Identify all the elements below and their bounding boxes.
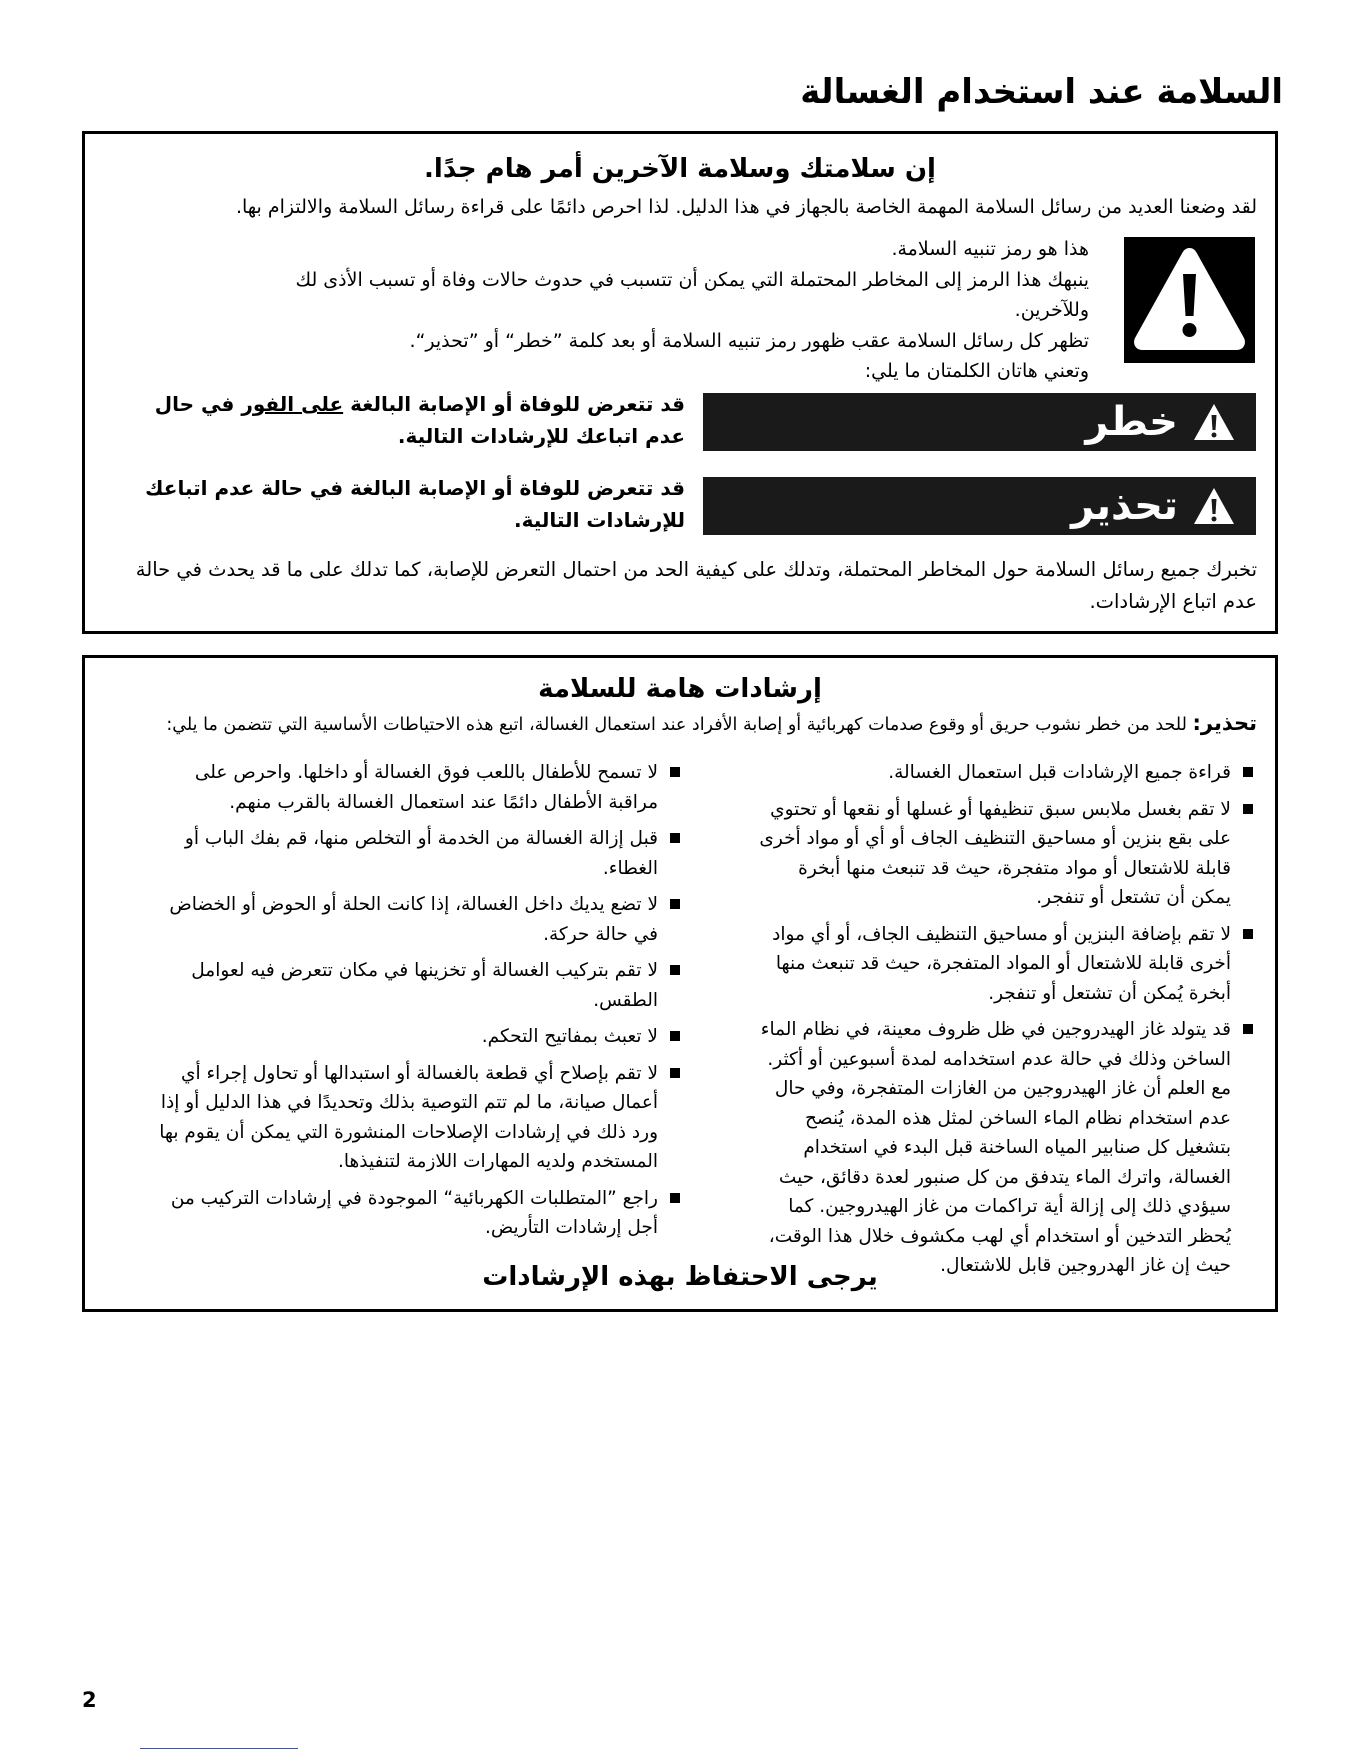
bullet-square-icon	[670, 965, 680, 975]
save-instructions-footer: يرجى الاحتفاظ بهذه الإرشادات	[482, 1262, 878, 1292]
list-item-text: قد يتولد غاز الهيدروجين في ظل ظروف معينة، في نظام الماء الساخن وذلك في حالة عدم استخدامه لمدة أسبوعين أو أكثر. مع العلم أن غاز الهيدروجين من الغازات المتفجرة، وفي حال عدم استخدام نظام الماء الساخن لمثل هذه المدة، يُنصح بتشغيل كل صنابير المياه الساخنة قبل البدء في استخدام الغسالة، واترك الماء يتدفق من كل صنبور لعدة دقائق، حيث سيؤدي ذلك إلى إزالة أية تراكمات من غاز الهيدروجين. كما يُحظر التدخين أو استخدام أي لهب مكشوف خلال هذا الوقت، حيث إن غاز الهدروجين قابل للاشتعال.	[760, 1019, 1231, 1276]
symbol-line: هذا هو رمز تنبيه السلامة.	[891, 238, 1089, 260]
safety-instructions-box	[82, 655, 1278, 1312]
list-item	[145, 1022, 680, 1052]
warning-label: تحذير:	[1192, 711, 1257, 735]
bullet-square-icon	[670, 833, 680, 843]
bullet-square-icon	[1243, 767, 1253, 777]
list-item	[145, 1059, 680, 1177]
instructions-heading: إرشادات هامة للسلامة	[538, 674, 822, 704]
list-item-text: لا تعبث بمفاتيح التحكم.	[481, 1026, 658, 1047]
footer-divider	[140, 1748, 298, 1749]
list-item-text: راجع ”المتطلبات الكهربائية“ الموجودة في إرشادات التركيب من أجل إرشادات التأريض.	[170, 1187, 658, 1238]
list-item	[145, 824, 680, 883]
danger-desc-part2: في حال عدم اتباعك للإرشادات التالية.	[154, 392, 685, 448]
bullet-square-icon	[1243, 804, 1253, 814]
warning-text: للحد من خطر نشوب حريق أو وقوع صدمات كهربائية أو إصابة الأفراد عند استعمال الغسالة، اتبع هذه الاحتياطات الأساسية التي تتضمن ما يلي:	[166, 715, 1193, 735]
list-item-text: لا تضع يديك داخل الغسالة، إذا كانت الحلة أو الحوض أو الخضاض في حالة حركة.	[169, 894, 658, 945]
list-item	[753, 920, 1253, 1009]
safety-box-intro: لقد وضعنا العديد من رسائل السلامة المهمة الخاصة بالجهاز في هذا الدليل. لذا احرص دائمًا على قراءة رسائل السلامة والالتزام بها.	[235, 196, 1257, 218]
list-item	[145, 956, 680, 1015]
danger-signal-bar	[703, 393, 1256, 451]
list-item-text: لا تسمح للأطفال باللعب فوق الغسالة أو داخلها. واحرص على مراقبة الأطفال دائمًا عند استعمال الغسالة بالقرب منهم.	[194, 762, 658, 813]
list-item	[145, 758, 680, 817]
danger-desc-underlined: على الفور	[241, 392, 344, 416]
warning-word: تحذير	[1071, 483, 1178, 529]
danger-word: خطر	[1085, 399, 1178, 445]
bullet-square-icon	[1243, 1024, 1253, 1034]
bullet-square-icon	[1243, 929, 1253, 939]
safety-box-footer: تخبرك جميع رسائل السلامة حول المخاطر المحتملة، وتدلك على كيفية الحد من احتمال التعرض للإصابة، كما تدلك على ما قد يحدث في حالة عدم اتباع الإرشادات.	[135, 558, 1257, 613]
bullet-square-icon	[670, 1031, 680, 1041]
symbol-line: ينبهك هذا الرمز إلى المخاطر المحتملة التي يمكن أن تتسبب في حدوث حالات وفاة أو تسبب الأذى لك وللآخرين.	[295, 268, 1089, 321]
bullet-square-icon	[670, 1068, 680, 1078]
bullet-square-icon	[670, 1193, 680, 1203]
symbol-line: وتعني هاتان الكلمتان ما يلي:	[864, 360, 1089, 382]
warning-triangle-icon	[1192, 486, 1236, 526]
danger-description	[145, 388, 685, 452]
bullet-square-icon	[670, 767, 680, 777]
list-item-text: قراءة جميع الإرشادات قبل استعمال الغسالة.	[888, 762, 1231, 783]
safety-symbol-explanation	[229, 234, 1089, 387]
bullet-square-icon	[670, 899, 680, 909]
list-item-text: لا تقم بتركيب الغسالة أو تخزينها في مكان تتعرض فيه لعوامل الطقس.	[191, 960, 658, 1011]
instructions-left-column	[145, 758, 680, 1250]
list-item-text: لا تقم بإصلاح أي قطعة بالغسالة أو استبدالها أو تحاول إجراء أي أعمال صيانة، ما لم تتم التوصية بذلك وتحديدًا في هذا الدليل أو إذا ورد ذلك في إرشادات الإصلاحات المنشورة التي يمكن أن يقوم بها المستخدم ولديه المهارات اللازمة لتنفيذها.	[159, 1062, 658, 1172]
list-item	[145, 1184, 680, 1243]
instructions-right-column	[753, 758, 1253, 1288]
instructions-warning-intro	[120, 711, 1257, 735]
safety-box-heading: إن سلامتك وسلامة الآخرين أمر هام جدًا.	[424, 154, 936, 184]
danger-desc-part1: قد تتعرض للوفاة أو الإصابة البالغة	[343, 392, 685, 416]
list-item	[753, 795, 1253, 913]
warning-triangle-icon	[1124, 237, 1255, 363]
page-title: السلامة عند استخدام الغسالة	[800, 72, 1283, 112]
page-number: 2	[82, 1688, 97, 1712]
warning-description: قد تتعرض للوفاة أو الإصابة البالغة في حالة عدم اتباعك للإرشادات التالية.	[145, 476, 685, 532]
list-item-text: قبل إزالة الغسالة من الخدمة أو التخلص منها، قم بفك الباب أو الغطاء.	[184, 828, 658, 879]
warning-triangle-icon	[1192, 402, 1236, 442]
symbol-line: تظهر كل رسائل السلامة عقب ظهور رمز تنبيه السلامة أو بعد كلمة ”خطر“ أو ”تحذير“.	[409, 329, 1089, 352]
list-item	[753, 1015, 1253, 1281]
safety-message-box	[82, 131, 1278, 634]
list-item-text: لا تقم بغسل ملابس سبق تنظيفها أو غسلها أو نقعها أو تحتوي على بقع بنزين أو مساحيق التنظيف الجاف أو أي أو مواد أخرى قابلة للاشتعال أو مواد متفجرة، حيث قد تنبعث منها أبخرة يمكن أن تشتعل أو تنفجر.	[759, 798, 1231, 908]
list-item	[145, 890, 680, 949]
list-item-text: لا تقم بإضافة البنزين أو مساحيق التنظيف الجاف، أو أي مواد أخرى قابلة للاشتعال أو المواد المتفجرة، حيث قد تنبعث منها أبخرة يُمكن أن تشتعل أو تنفجر.	[772, 923, 1231, 1004]
warning-signal-bar	[703, 477, 1256, 535]
list-item	[753, 758, 1253, 788]
